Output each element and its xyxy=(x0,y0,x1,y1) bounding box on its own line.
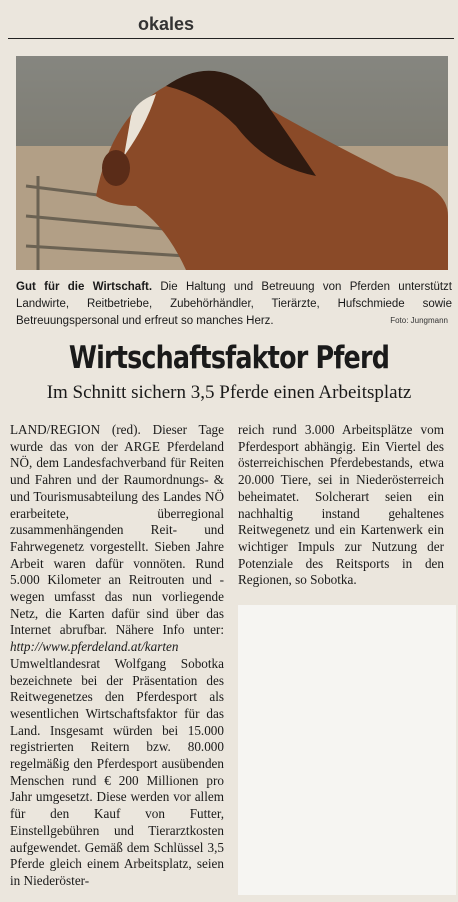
photo-caption xyxy=(16,279,452,330)
section-label: okales xyxy=(138,14,195,34)
article-column-1 xyxy=(10,422,224,890)
horse-photo xyxy=(16,56,448,270)
paragraph: Umweltlandesrat Wolfgang Sobotka bezeichnete bei der Präsentation des Reitwegenetzes den Pferdesport als wesentlichen Wirtschaftsfaktor für das Land. Insgesamt würden bei 15.000 registrierten Reitern bzw. 80.000 regelmäßig den Pferdesport ausübenden Menschen rund € 200 Millionen pro Jahr umgesetzt. Diese werden vor allem für den Kauf von Futter, Einstellgebühren und Tierarztkosten aufgewendet. Gemäß dem Schlüssel 3,5 Pferde gleich einem Arbeitsplatz, seien in Niederöster- xyxy=(10,655,224,888)
paragraph: reich rund 3.000 Arbeitsplätze vom Pferdesport abhängig. Ein Viertel des österreichischen Pferdebestands, etwa 20.000 Tiere, sei in Niederösterreich beheimatet. Solcherart seien ein nachhaltig instand gehaltenes Reitwegenetz und ein Kartenwerk ein wichtiger Impuls zur Nutzung der Potenziale des Reitsports in den Regionen, so Sobotka. xyxy=(238,422,444,588)
headline: Wirtschaftsfaktor Pferd xyxy=(68,340,390,376)
paragraph-text: LAND/REGION (red). Dieser Tage wurde das von der ARGE Pferdeland NÖ, dem Landesfachverband für Reiten und Fahren und der Raumordnungs- & und Tourismusabteilung des Landes NÖ erarbeitete, überregional zusammenhängenden Reit- und Fahrwegenetz vorgestellt. Sieben Jahre Arbeit waren dafür vonnöten. Rund 5.000 Kilometer an Reitrouten und -wegen umfasst das nun vorliegende Netz, die Karten dafür sind über das Internet abrufbar. Nähere Info unter: xyxy=(10,422,224,638)
caption-text: Die Haltung und Betreuung von Pferden unterstützt Landwirte, Reitbetriebe, Zubehörhändler, Tierärzte, Hufschmiede sowie Betreuungspersonal und erfreut so manches Herz. xyxy=(16,281,452,327)
photo-credit: Foto: Jungmann xyxy=(390,316,448,325)
header-divider xyxy=(8,38,454,39)
article-column-2 xyxy=(238,422,444,589)
info-link[interactable]: http://www.pferdeland.at/karten xyxy=(10,639,179,655)
blank-area xyxy=(238,605,456,895)
subheadline: Im Schnitt sichern 3,5 Pferde einen Arbeitsplatz xyxy=(46,382,412,403)
caption-lead: Gut für die Wirtschaft. xyxy=(16,281,153,293)
paragraph xyxy=(10,422,224,656)
